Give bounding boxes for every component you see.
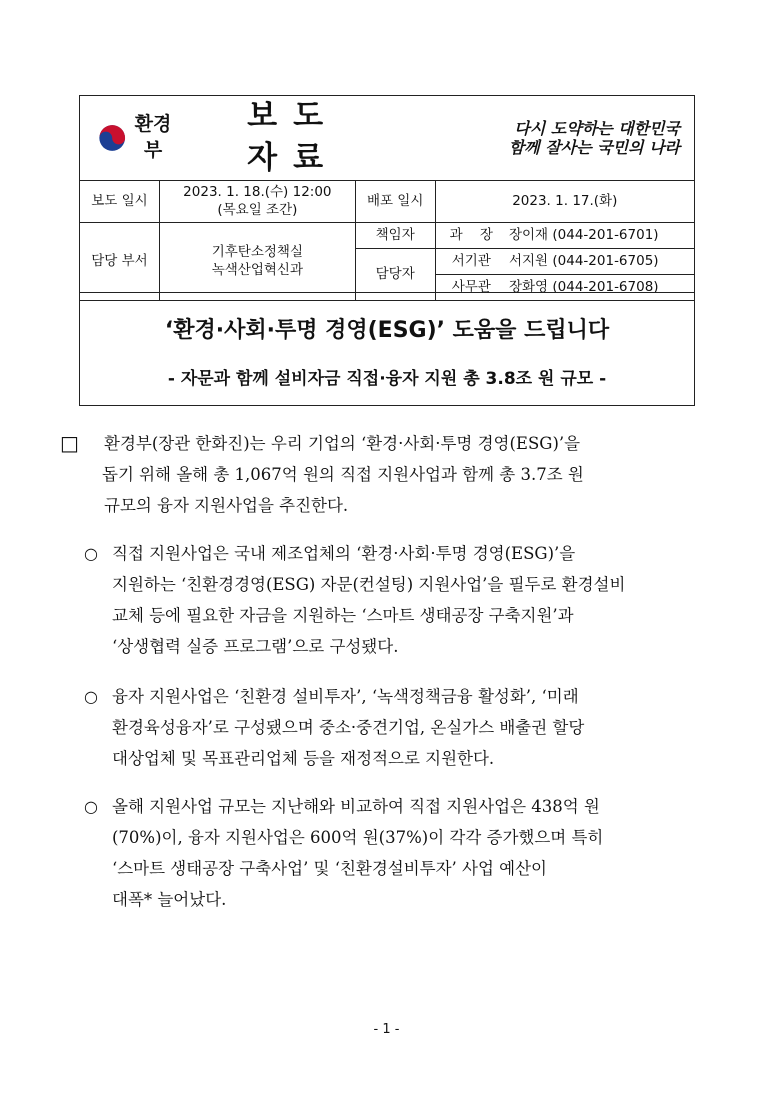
paragraph-line: ‘상생협력 실증 프로그램’으로 구성됐다.	[112, 637, 399, 656]
release-value: 2023. 1. 18.(수) 12:00 (목요일 조간)	[159, 180, 355, 222]
distribution-value: 2023. 1. 17.(화)	[435, 180, 694, 222]
circle-bullet-icon: ○	[84, 544, 98, 563]
dept-label: 담당 부서	[80, 222, 160, 300]
paragraph-line: 규모의 융자 지원사업을 추진한다.	[104, 496, 349, 515]
paragraph-line: (70%)이, 융자 지원사업은 600억 원(37%)이 각각 증가했으며 특히	[112, 828, 604, 847]
circle-bullet-icon: ○	[84, 687, 98, 706]
press-release-header	[79, 95, 695, 296]
square-bullet-icon: □	[60, 431, 79, 455]
ministry-name: 환경부	[134, 113, 172, 161]
paragraph-line: 대상업체 및 목표관리업체 등을 재정적으로 지원한다.	[112, 749, 495, 768]
government-slogan: 다시 도약하는 대한민국 함께 잘사는 국민의 나라	[508, 118, 680, 157]
release-label: 보도 일시	[80, 180, 160, 222]
contact-title: 사무관	[435, 274, 507, 300]
responsible-label: 책임자	[355, 222, 435, 248]
taegeuk-logo-icon	[98, 117, 126, 159]
paragraph-line: 환경육성융자’로 구성됐으며 중소·중견기업, 온실가스 배출권 할당	[112, 718, 585, 737]
contact-title: 과 장	[435, 222, 507, 248]
header-table	[79, 95, 695, 301]
paragraph-line: 환경부(장관 한화진)는 우리 기업의 ‘환경·사회·투명 경영(ESG)’을	[104, 434, 581, 453]
page-number: - 1 -	[373, 1022, 400, 1037]
paragraph-line: 직접 지원사업은 국내 제조업체의 ‘환경·사회·투명 경영(ESG)’을	[112, 544, 576, 563]
sub-title: - 자문과 함께 설비자금 직접·융자 지원 총 3.8조 원 규모 -	[167, 369, 607, 389]
paragraph-line: 대폭* 늘어났다.	[112, 890, 227, 909]
contact-name-phone: 장이재 (044-201-6701)	[507, 222, 695, 248]
paragraph-line: 지원하는 ‘친환경경영(ESG) 자문(컨설팅) 지원사업’을 필두로 환경설비	[112, 575, 626, 594]
paragraph-line: ‘스마트 생태공장 구축사업’ 및 ‘친환경설비투자’ 사업 예산이	[112, 859, 547, 878]
headline-box	[79, 292, 695, 406]
ministry-logo	[80, 96, 355, 180]
distribution-label: 배포 일시	[355, 180, 435, 222]
contact-name-phone: 장화영 (044-201-6708)	[507, 274, 695, 300]
doc-type-title: 보도자료	[247, 98, 340, 176]
contact-label: 담당자	[355, 248, 435, 300]
contact-name-phone: 서지원 (044-201-6705)	[507, 248, 695, 274]
circle-bullet-icon: ○	[84, 797, 98, 816]
main-title: ‘환경·사회·투명 경영(ESG)’ 도움을 드립니다	[164, 318, 610, 343]
paragraph-line: 돕기 위해 올해 총 1,067억 원의 직접 지원사업과 함께 총 3.7조 원	[102, 465, 584, 484]
contact-title: 서기관	[435, 248, 507, 274]
paragraph-line: 융자 지원사업은 ‘친환경 설비투자’, ‘녹색정책금융 활성화’, ‘미래	[112, 687, 579, 706]
paragraph-line: 올해 지원사업 규모는 지난해와 비교하여 직접 지원사업은 438억 원	[112, 797, 600, 816]
paragraph-line: 교체 등에 필요한 자금을 지원하는 ‘스마트 생태공장 구축지원’과	[112, 606, 574, 625]
dept-value: 기후탄소정책실 녹색산업혁신과	[159, 222, 355, 300]
